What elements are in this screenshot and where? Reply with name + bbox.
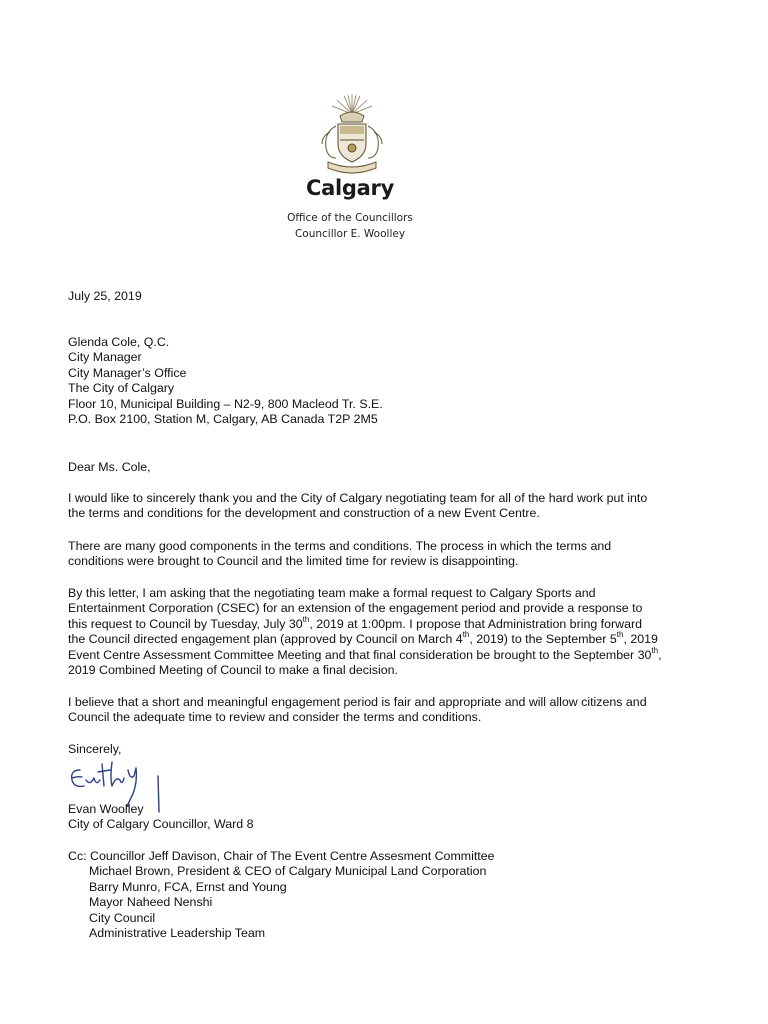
text-run: the Council directed engagement plan (approved by Council on March 4 <box>68 632 463 647</box>
paragraph-line: By this letter, I am asking that the negotiating team make a formal request to Calgary Sports and <box>68 586 596 600</box>
councillor-name: Councillor E. Woolley <box>294 228 406 240</box>
closing: Sincerely, <box>68 742 122 756</box>
address-line: P.O. Box 2100, Station M, Calgary, AB Canada T2P 2M5 <box>68 412 378 427</box>
office-block <box>0 210 700 242</box>
signer-name: Evan Woolley <box>68 802 144 816</box>
recipient-address <box>68 335 708 427</box>
ordinal-suffix: th <box>302 614 310 624</box>
salutation: Dear Ms. Cole, <box>68 460 151 474</box>
cc-item: Mayor Naheed Nenshi <box>89 895 213 910</box>
ordinal-suffix: th <box>616 630 624 640</box>
paragraph-line: I believe that a short and meaningful engagement period is fair and appropriate and will allow citizens and <box>68 695 647 709</box>
crest-icon <box>310 92 394 178</box>
signer-block <box>68 802 708 833</box>
letter-date: July 25, 2019 <box>68 289 142 303</box>
cc-item: Michael Brown, President & CEO of Calgary Municipal Land Corporation <box>89 864 487 879</box>
text-run: , 2019 at 1:00pm. I propose that Administration bring forward <box>309 616 642 631</box>
cc-item: Administrative Leadership Team <box>89 926 266 941</box>
office-title: Office of the Councillors <box>287 212 413 224</box>
paragraph-line: Entertainment Corporation (CSEC) for an extension of the engagement period and provide a response to <box>68 601 643 616</box>
signer-title: City of Calgary Councillor, Ward 8 <box>68 817 254 832</box>
paragraph-engagement <box>68 695 708 726</box>
text-run: , <box>658 647 662 662</box>
paragraph-line: conditions were brought to Council and the limited time for review is disappointing. <box>68 554 519 569</box>
paragraph-line <box>68 632 708 647</box>
text-run: Event Centre Assessment Committee Meeting and that final consideration be brought to the September 30 <box>68 647 652 662</box>
paragraph-line: the terms and conditions for the development and construction of a new Event Centre. <box>68 506 540 521</box>
paragraph-thanks <box>68 491 708 522</box>
paragraph-line: I would like to sincerely thank you and the City of Calgary negotiating team for all of the hard work put into <box>68 491 648 505</box>
paragraph-line <box>68 614 708 632</box>
address-line: Glenda Cole, Q.C. <box>68 335 170 349</box>
paragraph-line <box>68 645 708 663</box>
address-line: City Manager’s Office <box>68 365 187 380</box>
ordinal-suffix: th <box>462 630 470 640</box>
text-run: , 2019 <box>623 632 658 647</box>
paragraph-components <box>68 539 708 570</box>
paragraph-line: Council the adequate time to review and consider the terms and conditions. <box>68 710 482 725</box>
cc-list <box>68 849 708 941</box>
address-line: City Manager <box>68 350 142 365</box>
text-run: this request to Council by Tuesday, July 30 <box>68 616 303 631</box>
paragraph-line: 2019 Combined Meeting of Council to make a final decision. <box>68 663 398 678</box>
cc-item: Cc: Councillor Jeff Davison, Chair of The Event Centre Assesment Committee <box>68 849 495 863</box>
text-run: , 2019) to the September 5 <box>469 632 617 647</box>
cc-item: City Council <box>89 910 156 925</box>
cc-item: Barry Munro, FCA, Ernst and Young <box>89 879 287 894</box>
ordinal-suffix: th <box>651 645 659 655</box>
paragraph-request <box>68 586 708 678</box>
address-line: Floor 10, Municipal Building – N2-9, 800 Macleod Tr. S.E. <box>68 396 383 411</box>
address-line: The City of Calgary <box>68 381 175 396</box>
brand-wordmark: Calgary <box>306 176 394 200</box>
paragraph-line: There are many good components in the terms and conditions. The process in which the terms and <box>68 539 612 553</box>
